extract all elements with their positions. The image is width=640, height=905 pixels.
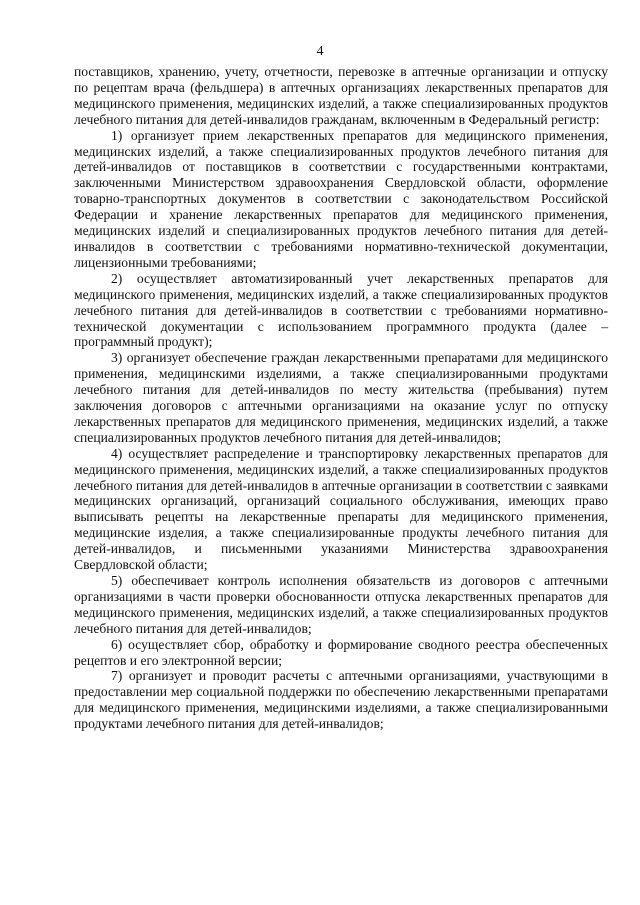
paragraph-item-2: 2) осуществляет автоматизированный учет лекарственных препаратов для медицинского применения, медицинских изделий, а также специализированных продуктов лечебного питания для детей-инвалидов в соответствии с требованиями нормативно-технической документации с использованием программного продукта (далее – программный продукт); [74, 270, 608, 350]
paragraph-item-5: 5) обеспечивает контроль исполнения обязательств из договоров с аптечными организациями в части проверки обоснованности отпуска лекарственных препаратов для медицинского применения, медицинских изделий, а также специализированных продуктов лечебного питания для детей-инвалидов; [74, 573, 608, 636]
paragraph-item-7: 7) организует и проводит расчеты с аптечными организациями, участвующими в предоставлении мер социальной поддержки по обеспечению лекарственными препаратами для медицинского применения, медицинскими изделиями, а также специализированными продуктами лечебного питания для детей-инвалидов; [74, 668, 608, 732]
paragraph-intro-continuation: поставщиков, хранению, учету, отчетности, перевозке в аптечные организации и отпуску по рецептам врача (фельдшера) в аптечных организациях лекарственных препаратов для медицинского применения, медицинских изделий, а также специализированных продуктов лечебного питания для детей-инвалидов гражданам, включенным в Федеральный регистр: [74, 64, 608, 127]
page-number: 4 [316, 44, 324, 59]
paragraph-item-3: 3) организует обеспечение граждан лекарственными препаратами для медицинского применения, медицинскими изделиями, а также специализированными продуктами лечебного питания для детей-инвалидов по месту жительства (пребывания) путем заключения договоров с аптечными организациями на оказание услуг по отпуску лекарственных препаратов для медицинского применения, медицинских изделий, а также специализированных продуктов лечебного питания для детей-инвалидов; [74, 350, 608, 445]
document-body [74, 64, 608, 732]
paragraph-item-4: 4) осуществляет распределение и транспортировку лекарственных препаратов для медицинского применения, медицинских изделий, а также специализированных продуктов лечебного питания для детей-инвалидов в аптечные организации в соответствии с заявками медицинских организаций, организаций социального обслуживания, имеющих право выписывать рецепты на лекарственные препараты для медицинского применения, медицинские изделия, а также специализированные продукты лечебного питания для детей-инвалидов, и письменными указаниями Министерства здравоохранения Свердловской области; [74, 445, 608, 573]
paragraph-item-1: 1) организует прием лекарственных препаратов для медицинского применения, медицинских изделий, а также специализированных продуктов лечебного питания для детей-инвалидов от поставщиков в соответствии с государственными контрактами, заключенными Министерством здравоохранения Свердловской области, оформление товарно-транспортных документов в соответствии с законодательством Российской Федерации и хранение лекарственных препаратов для медицинского применения, медицинских изделий и специализированных продуктов лечебного питания для детей-инвалидов в соответствии с требованиями нормативно-технической документации, лицензионными требованиями; [74, 127, 608, 270]
paragraph-item-6: 6) осуществляет сбор, обработку и формирование сводного реестра обеспеченных рецептов и его электронной версии; [74, 636, 608, 668]
